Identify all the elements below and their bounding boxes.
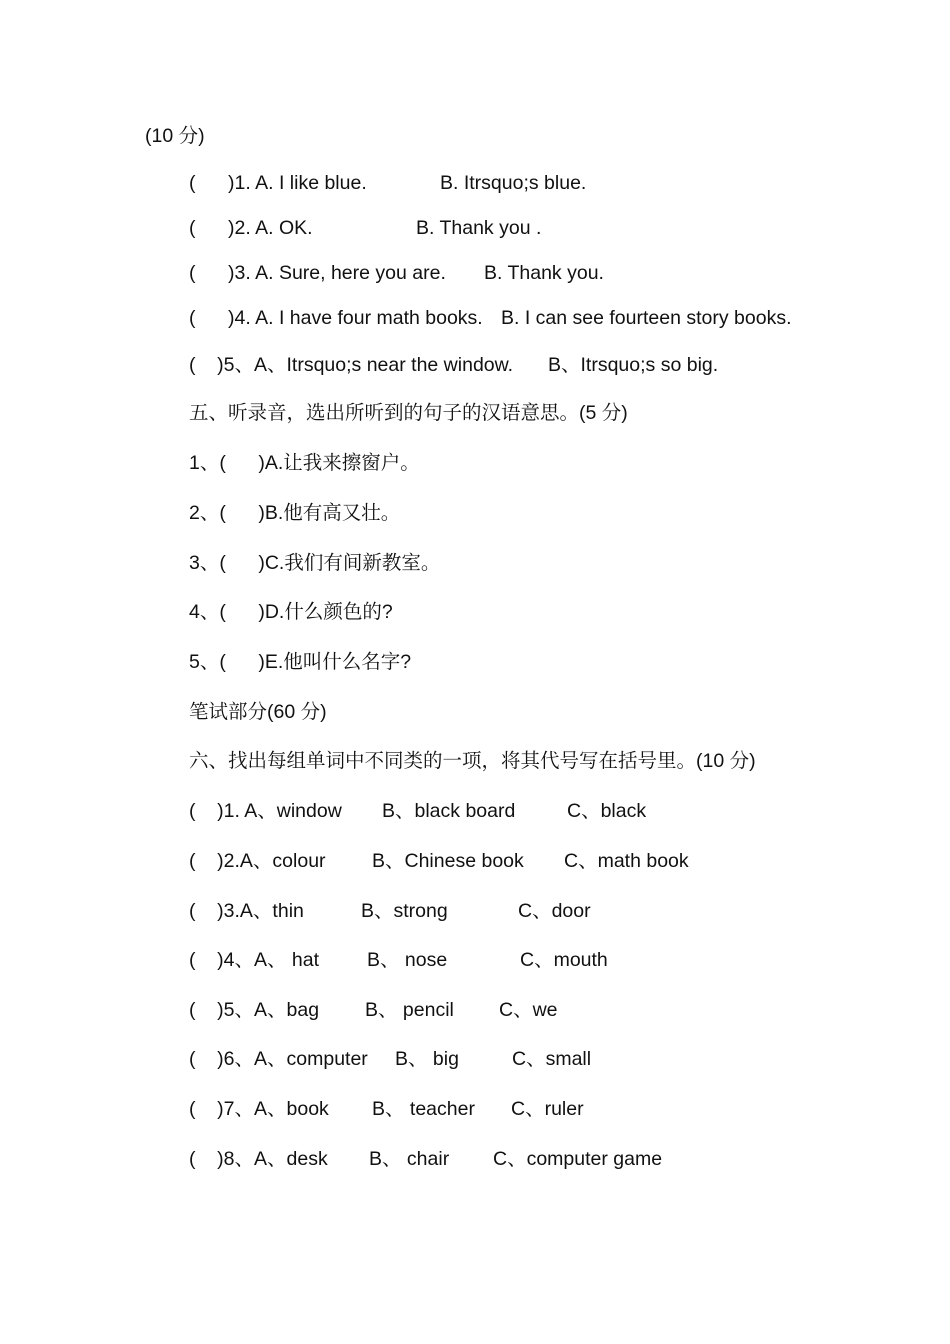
score-note: (10 分) xyxy=(145,125,205,147)
question-option-c: C、computer game xyxy=(493,1148,663,1170)
list-item: 3、( )C.我们有间新教室。 xyxy=(189,552,441,574)
question-option-b: B、strong xyxy=(361,900,448,922)
list-item: 1、( )A.让我来擦窗户。 xyxy=(189,452,420,474)
question-row xyxy=(189,1146,663,1172)
question-option-a: ( )3.A、thin xyxy=(189,900,304,922)
question-row xyxy=(189,260,604,286)
question-option-a: ( )5、A、Itrsquo;s near the window. xyxy=(189,354,514,376)
question-option-b: B. Thank you. xyxy=(484,262,604,284)
question-row xyxy=(189,947,608,973)
question-row xyxy=(189,848,689,874)
question-row xyxy=(189,170,587,196)
question-option-b: B、 big xyxy=(395,1048,459,1070)
question-option-c: C、door xyxy=(518,900,591,922)
question-option-b: B、 teacher xyxy=(372,1098,475,1120)
question-option-c: C、math book xyxy=(564,850,689,872)
question-row xyxy=(189,798,647,824)
section-heading: 五、听录音，选出所听到的句子的汉语意思。(5 分) xyxy=(189,402,628,424)
question-option-b: B. I can see fourteen story books. xyxy=(501,307,792,329)
question-option-c: C、ruler xyxy=(511,1098,584,1120)
question-row xyxy=(189,898,591,924)
question-option-b: B、 nose xyxy=(367,949,448,971)
question-row xyxy=(189,305,792,331)
question-option-b: B、black board xyxy=(382,800,516,822)
question-option-b: B、 pencil xyxy=(365,999,454,1021)
question-option-b: B、Itrsquo;s so big. xyxy=(548,354,719,376)
question-option-a: ( )3. A. Sure, here you are. xyxy=(189,262,446,284)
question-option-a: ( )6、A、computer xyxy=(189,1048,368,1070)
question-option-b: B. Itrsquo;s blue. xyxy=(440,172,587,194)
question-option-b: B、 chair xyxy=(369,1148,450,1170)
question-option-a: ( )4、A、 hat xyxy=(189,949,320,971)
list-item: 2、( )B.他有高又壮。 xyxy=(189,502,401,524)
question-option-c: C、we xyxy=(499,999,558,1021)
question-option-a: ( )7、A、book xyxy=(189,1098,329,1120)
question-option-a: ( )1. A. I like blue. xyxy=(189,172,367,194)
question-option-a: ( )1. A、window xyxy=(189,800,342,822)
question-option-a: ( )2.A、colour xyxy=(189,850,326,872)
question-option-c: C、black xyxy=(567,800,647,822)
question-row xyxy=(189,1096,584,1122)
question-option-a: ( )5、A、bag xyxy=(189,999,320,1021)
question-row xyxy=(189,1046,592,1072)
question-option-b: B. Thank you . xyxy=(416,217,542,239)
question-option-a: ( )8、A、desk xyxy=(189,1148,328,1170)
section-heading: 笔试部分(60 分) xyxy=(189,701,327,723)
list-item: 4、( )D.什么颜色的? xyxy=(189,601,393,623)
question-option-c: C、mouth xyxy=(520,949,608,971)
question-option-a: ( )4. A. I have four math books. xyxy=(189,307,483,329)
question-option-a: ( )2. A. OK. xyxy=(189,217,313,239)
question-row xyxy=(189,997,558,1023)
question-row xyxy=(189,352,719,378)
question-option-c: C、small xyxy=(512,1048,592,1070)
question-option-b: B、Chinese book xyxy=(372,850,524,872)
question-row xyxy=(189,215,542,241)
section-heading: 六、找出每组单词中不同类的一项，将其代号写在括号里。(10 分) xyxy=(189,750,756,772)
list-item: 5、( )E.他叫什么名字? xyxy=(189,651,412,673)
